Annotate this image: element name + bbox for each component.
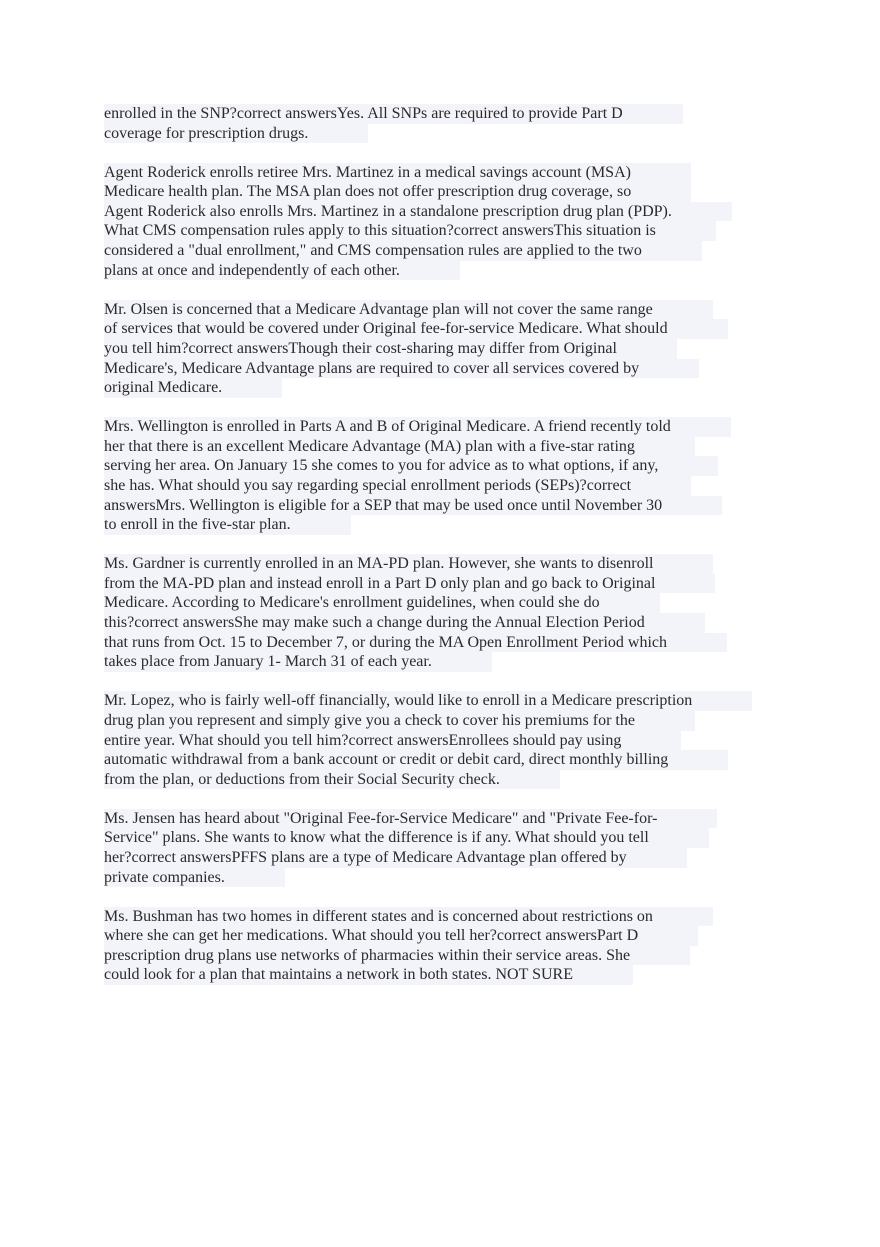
text-line: that runs from Oct. 15 to December 7, or during the MA Open Enrollment Period which xyxy=(104,633,727,653)
text-line: prescription drug plans use networks of pharmacies within their service areas. She xyxy=(104,946,690,966)
text-line: Medicare's, Medicare Advantage plans are required to cover all services covered by xyxy=(104,359,699,379)
text-line: she has. What should you say regarding special enrollment periods (SEPs)?correct xyxy=(104,476,691,496)
text-line: Ms. Gardner is currently enrolled in an MA-PD plan. However, she wants to disenroll xyxy=(104,554,713,574)
paragraph-gardner-enrollment xyxy=(104,554,784,672)
text-line: takes place from January 1- March 31 of each year. xyxy=(104,652,492,672)
text-line: this?correct answersShe may make such a change during the Annual Election Period xyxy=(104,613,705,633)
text-line: from the plan, or deductions from their Social Security check. xyxy=(104,770,560,790)
text-line: Mr. Lopez, who is fairly well-off financially, would like to enroll in a Medicare prescription xyxy=(104,691,752,711)
text-line: Ms. Bushman has two homes in different states and is concerned about restrictions on xyxy=(104,907,713,927)
document-body xyxy=(104,104,784,1005)
text-line: private companies. xyxy=(104,868,285,888)
text-line: serving her area. On January 15 she comes to you for advice as to what options, if any, xyxy=(104,456,718,476)
text-line: entire year. What should you tell him?correct answersEnrollees should pay using xyxy=(104,731,681,751)
text-line: Mr. Olsen is concerned that a Medicare Advantage plan will not cover the same range xyxy=(104,300,713,320)
text-line: Agent Roderick also enrolls Mrs. Martinez in a standalone prescription drug plan (PDP). xyxy=(104,202,732,222)
text-line: her?correct answersPFFS plans are a type of Medicare Advantage plan offered by xyxy=(104,848,687,868)
paragraph-jensen-pffs xyxy=(104,809,784,887)
text-line: from the MA-PD plan and instead enroll in a Part D only plan and go back to Original xyxy=(104,574,715,594)
text-line: coverage for prescription drugs. xyxy=(104,124,368,144)
text-line: original Medicare. xyxy=(104,378,282,398)
text-line: to enroll in the five-star plan. xyxy=(104,515,351,535)
paragraph-dual-enrollment xyxy=(104,163,784,281)
text-line: Agent Roderick enrolls retiree Mrs. Martinez in a medical savings account (MSA) xyxy=(104,163,691,183)
text-line: Ms. Jensen has heard about "Original Fee-for-Service Medicare" and "Private Fee-for- xyxy=(104,809,717,829)
paragraph-bushman-pharmacy xyxy=(104,907,784,985)
text-line: could look for a plan that maintains a network in both states. NOT SURE xyxy=(104,965,633,985)
text-line: her that there is an excellent Medicare Advantage (MA) plan with a five-star rating xyxy=(104,437,695,457)
text-line: considered a "dual enrollment," and CMS compensation rules are applied to the two xyxy=(104,241,702,261)
text-line: Medicare health plan. The MSA plan does not offer prescription drug coverage, so xyxy=(104,182,691,202)
text-line: automatic withdrawal from a bank account or credit or debit card, direct monthly billing xyxy=(104,750,728,770)
text-line: of services that would be covered under Original fee-for-service Medicare. What should xyxy=(104,319,728,339)
text-line: plans at once and independently of each other. xyxy=(104,261,460,281)
text-line: enrolled in the SNP?correct answersYes. All SNPs are required to provide Part D xyxy=(104,104,683,124)
text-line: Service" plans. She wants to know what the difference is if any. What should you tell xyxy=(104,828,709,848)
paragraph-lopez-payment xyxy=(104,691,784,789)
text-line: where she can get her medications. What should you tell her?correct answersPart D xyxy=(104,926,698,946)
paragraph-wellington-sep xyxy=(104,417,784,535)
text-line: Medicare. According to Medicare's enrollment guidelines, when could she do xyxy=(104,593,660,613)
text-line: Mrs. Wellington is enrolled in Parts A and B of Original Medicare. A friend recently told xyxy=(104,417,731,437)
text-line: drug plan you represent and simply give you a check to cover his premiums for the xyxy=(104,711,695,731)
text-line: answersMrs. Wellington is eligible for a SEP that may be used once until November 30 xyxy=(104,496,722,516)
text-line: What CMS compensation rules apply to this situation?correct answersThis situation is xyxy=(104,221,716,241)
paragraph-olsen-coverage xyxy=(104,300,784,398)
paragraph-snp-part-d xyxy=(104,104,784,143)
text-line: you tell him?correct answersThough their cost-sharing may differ from Original xyxy=(104,339,677,359)
